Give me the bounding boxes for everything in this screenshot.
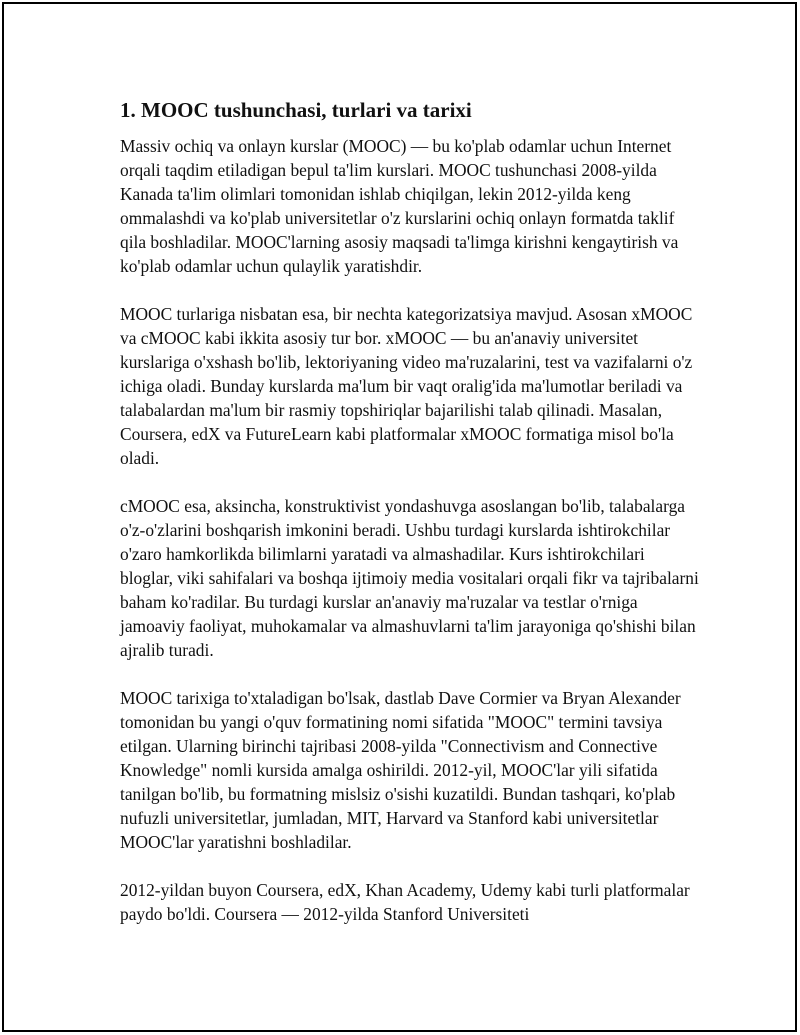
section-heading: 1. MOOC tushunchasi, turlari va tarixi: [120, 98, 472, 122]
paragraph-history: MOOC tarixiga to'xtaladigan bo'lsak, dastlab Dave Cormier va Bryan Alexander tomonidan bu yangi o'quv formatining nomi sifatida "MOOC" termini tavsiya etilgan. Ularning birinchi tajribasi 2008-yilda "Connectivism and Connective Knowledge" nomli kursida amalga oshirildi. 2012-yil, MOOC'lar yili sifatida tanilgan bo'lib, bu formatning mislsiz o'sishi kuzatildi. Bundan tashqari, ko'plab nufuzli universitetlar, jumladan, MIT, Harvard va Stanford kabi universitetlar MOOC'lar yaratishni boshladilar.: [120, 688, 681, 852]
paragraph-platforms: 2012-yildan buyon Coursera, edX, Khan Academy, Udemy kabi turli platformalar paydo bo'ldi. Coursera — 2012-yilda Stanford Universiteti: [120, 880, 690, 924]
document-page: [2, 2, 797, 1032]
paragraph-cmooc: cMOOC esa, aksincha, konstruktivist yondashuvga asoslangan bo'lib, talabalarga o'z-o'zlarini boshqarish imkonini beradi. Ushbu turdagi kurslarda ishtirokchilar o'zaro hamkorlikda bilimlarni yaratadi va almashadilar. Kurs ishtirokchilari bloglar, viki sahifalari va boshqa ijtimoiy media vositalari orqali fikr va tajribalarni baham ko'radilar. Bu turdagi kurslar an'anaviy ma'ruzalar va testlar o'rniga jamoaviy faoliyat, muhokamalar va almashuvlarni ta'lim jarayoniga qo'shishi bilan ajralib turadi.: [120, 496, 699, 660]
document-body: [120, 96, 700, 950]
paragraph-intro: Massiv ochiq va onlayn kurslar (MOOC) — bu ko'plab odamlar uchun Internet orqali taqdim etiladigan bepul ta'lim kurslari. MOOC tushunchasi 2008-yilda Kanada ta'lim olimlari tomonidan ishlab chiqilgan, lekin 2012-yilda keng ommalashdi va ko'plab universitetlar o'z kurslarini ochiq onlayn formatda taklif qila boshladilar. MOOC'larning asosiy maqsadi ta'limga kirishni kengaytirish va ko'plab odamlar uchun qulaylik yaratishdir.: [120, 136, 679, 276]
paragraph-types: MOOC turlariga nisbatan esa, bir nechta kategorizatsiya mavjud. Asosan xMOOC va cMOOC kabi ikkita asosiy tur bor. xMOOC — bu an'anaviy universitet kurslariga o'xshash bo'lib, lektoriyaning video ma'ruzalarini, test va vazifalarni o'z ichiga oladi. Bunday kurslarda ma'lum bir vaqt oralig'ida ma'lumotlar beriladi va talabalardan ma'lum bir rasmiy topshiriqlar bajarilishi talab qilinadi. Masalan, Coursera, edX va FutureLearn kabi platformalar xMOOC formatiga misol bo'la oladi.: [120, 304, 693, 468]
